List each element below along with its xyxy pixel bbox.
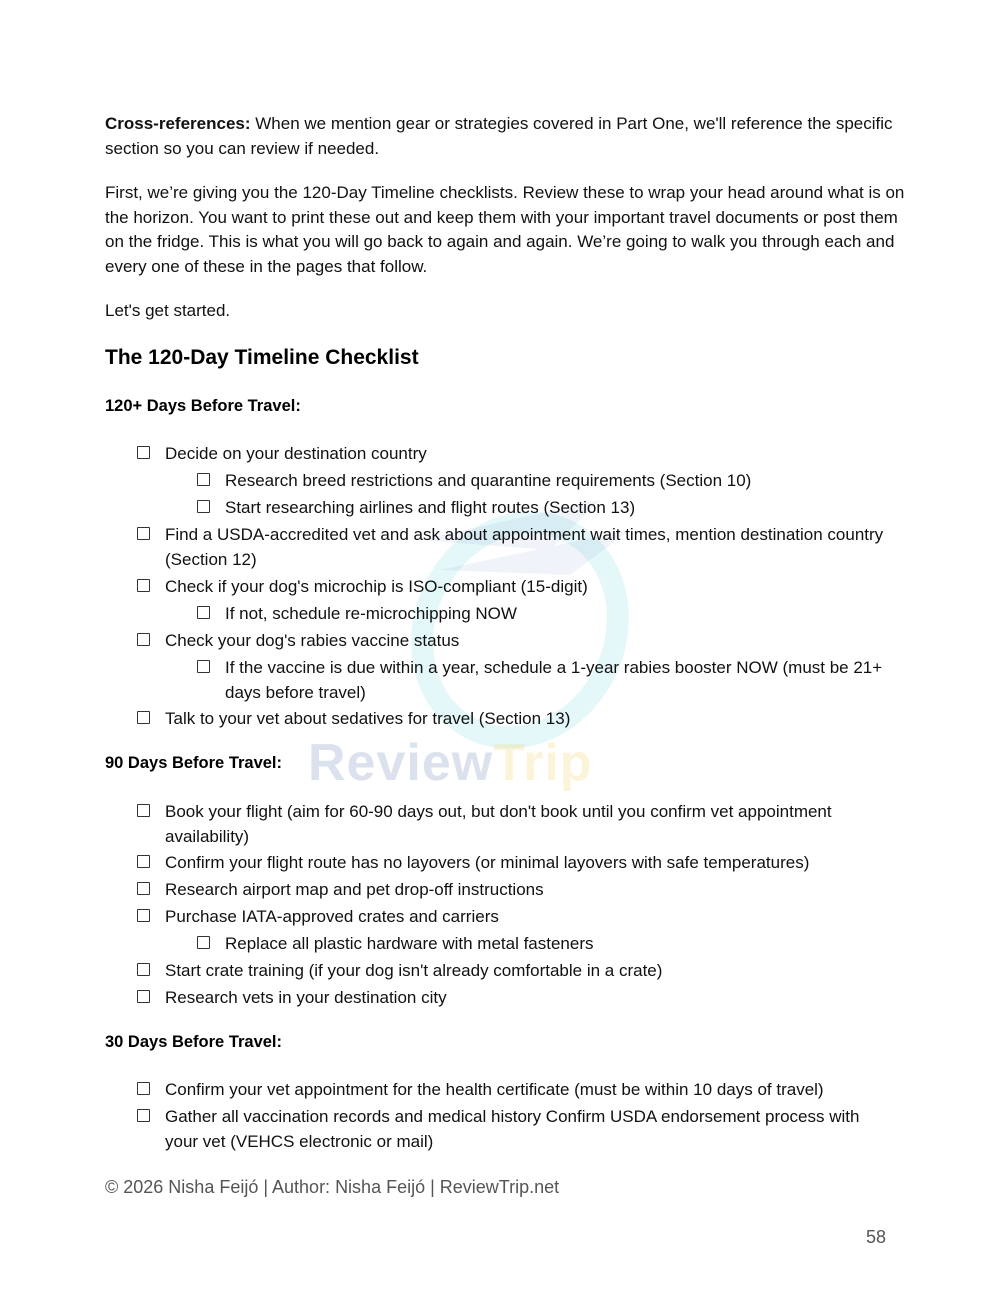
checklist-item: Confirm your flight route has no layovers (or minimal layovers with safe temperatures) (165, 851, 895, 876)
page-number: 58 (866, 1227, 887, 1247)
checkbox[interactable] (137, 446, 150, 459)
cross-references-paragraph (105, 112, 905, 161)
checklist-item: Check if your dog's microchip is ISO-compliant (15-digit) (165, 575, 895, 600)
checkbox[interactable] (197, 606, 210, 619)
checkbox[interactable] (137, 855, 150, 868)
checklist-subitem: If the vaccine is due within a year, schedule a 1-year rabies booster NOW (must be 21+ days before travel) (225, 656, 895, 705)
checkbox[interactable] (197, 473, 210, 486)
checkbox[interactable] (137, 1109, 150, 1122)
checklist-subitem: If not, schedule re-microchipping NOW (225, 602, 895, 627)
cross-references-label: Cross-references: (105, 114, 251, 133)
checklist-item: Book your flight (aim for 60-90 days out, but don't book until you confirm vet appointment availability) (165, 800, 895, 849)
intro-paragraph: First, we’re giving you the 120-Day Timeline checklists. Review these to wrap your head around what is on the horizon. You want to print these out and keep them with your important travel documents or post them on the fridge. This is what you will go back to again and again. We’re going to walk you through each and every one of these in the pages that follow. (105, 183, 905, 276)
checkbox[interactable] (137, 633, 150, 646)
checklist-item: Research airport map and pet drop-off instructions (165, 878, 895, 903)
checklist-item: Purchase IATA-approved crates and carriers (165, 905, 895, 930)
checkbox[interactable] (197, 500, 210, 513)
section-heading-90: 90 Days Before Travel: (105, 754, 283, 772)
checklist-subitem: Research breed restrictions and quarantine requirements (Section 10) (225, 469, 895, 494)
checklist-item: Confirm your vet appointment for the health certificate (must be within 10 days of travel) (165, 1078, 895, 1103)
checkbox[interactable] (137, 909, 150, 922)
checklist-item: Research vets in your destination city (165, 986, 895, 1011)
section-heading-120: 120+ Days Before Travel: (105, 397, 301, 415)
checklist-item: Start crate training (if your dog isn't already comfortable in a crate) (165, 959, 895, 984)
checklist-item: Decide on your destination country (165, 442, 895, 467)
checkbox[interactable] (197, 936, 210, 949)
lets-get-started: Let's get started. (105, 301, 231, 320)
checklist-subitem: Start researching airlines and flight routes (Section 13) (225, 496, 895, 521)
checklist-item: Find a USDA-accredited vet and ask about appointment wait times, mention destination country (Section 12) (165, 523, 895, 572)
checkbox[interactable] (137, 579, 150, 592)
copyright-footer: © 2026 Nisha Feijó | Author: Nisha Feijó | ReviewTrip.net (105, 1177, 560, 1197)
watermark-text (308, 733, 593, 793)
checkbox[interactable] (137, 990, 150, 1003)
watermark-trip: Trip (493, 734, 593, 792)
checklist-subitem: Replace all plastic hardware with metal fasteners (225, 932, 895, 957)
watermark-review: Review (308, 734, 494, 792)
checklist-item: Gather all vaccination records and medical history Confirm USDA endorsement process with your vet (VEHCS electronic or mail) (165, 1105, 895, 1154)
section-heading-30: 30 Days Before Travel: (105, 1033, 283, 1051)
checklist-item: Check your dog's rabies vaccine status (165, 629, 895, 654)
checkbox[interactable] (137, 882, 150, 895)
checklist-item: Talk to your vet about sedatives for travel (Section 13) (165, 707, 895, 732)
page-title: The 120-Day Timeline Checklist (105, 346, 419, 369)
cross-references-text: When we mention gear or strategies covered in Part One, we'll reference the specific section so you can review if needed. (105, 114, 893, 158)
checkbox[interactable] (197, 660, 210, 673)
checkbox[interactable] (137, 804, 150, 817)
checkbox[interactable] (137, 711, 150, 724)
checkbox[interactable] (137, 963, 150, 976)
checkbox[interactable] (137, 527, 150, 540)
checkbox[interactable] (137, 1082, 150, 1095)
